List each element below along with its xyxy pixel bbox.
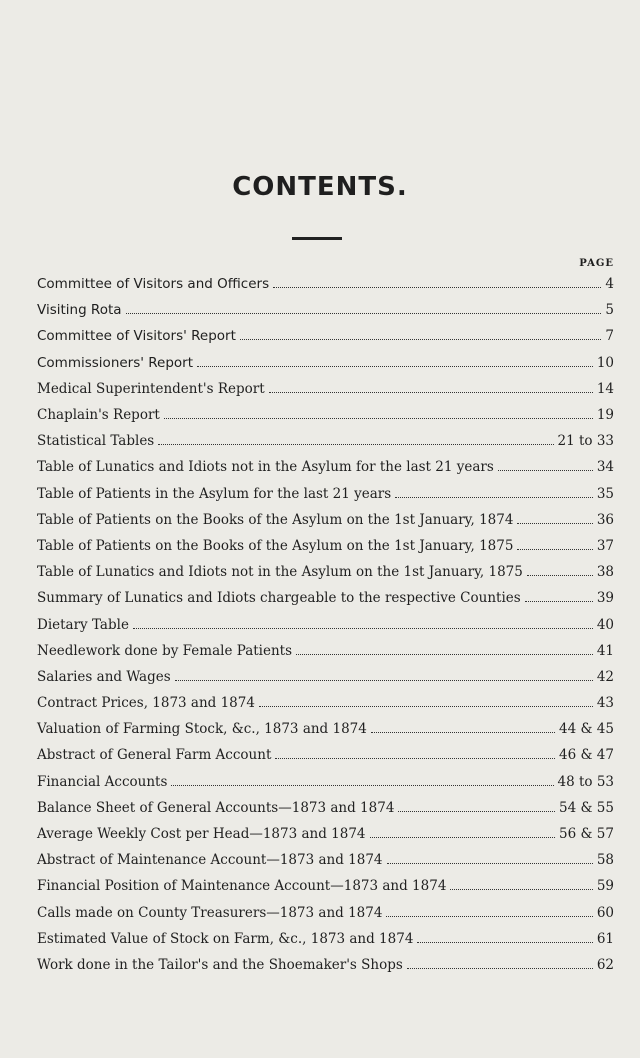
dot-leader <box>171 785 553 786</box>
entry-page-number: 58 <box>596 852 614 869</box>
entry-title: Summary of Lunatics and Idiots chargeable to the respective Counties <box>37 590 521 607</box>
dot-leader <box>498 470 593 471</box>
contents-entry <box>37 350 614 376</box>
entry-title: Chaplain's Report <box>37 407 160 424</box>
entry-title: Table of Patients on the Books of the Asylum on the 1st January, 1875 <box>37 537 514 554</box>
entry-title: Work done in the Tailor's and the Shoemaker's Shops <box>37 956 403 973</box>
contents-entry <box>37 507 614 533</box>
dot-leader <box>133 628 593 629</box>
dot-leader <box>387 863 593 864</box>
dot-leader <box>527 575 593 576</box>
entry-page-number: 7 <box>605 328 614 345</box>
entry-page-number: 35 <box>596 485 614 502</box>
entry-page-number: 34 <box>596 459 614 476</box>
contents-entry <box>37 847 614 873</box>
dot-leader <box>273 287 601 288</box>
dot-leader <box>407 968 593 969</box>
entry-title: Balance Sheet of General Accounts—1873 and 1874 <box>37 799 395 816</box>
dot-leader <box>175 680 593 681</box>
entry-title: Financial Position of Maintenance Account—1873 and 1874 <box>37 878 447 895</box>
contents-entry <box>37 821 614 847</box>
contents-entry <box>37 926 614 952</box>
contents-entry <box>37 533 614 559</box>
dot-leader <box>417 942 592 943</box>
entry-title: Medical Superintendent's Report <box>37 380 265 397</box>
entry-page-number: 41 <box>596 642 614 659</box>
dot-leader <box>398 811 555 812</box>
dot-leader <box>275 758 555 759</box>
dot-leader <box>370 837 556 838</box>
contents-entry <box>37 742 614 768</box>
entry-page-number: 60 <box>596 904 614 921</box>
entry-title: Committee of Visitors' Report <box>37 328 236 345</box>
entry-page-number: 44 & 45 <box>559 721 614 738</box>
dot-leader <box>240 339 602 340</box>
contents-entry <box>37 271 614 297</box>
entry-page-number: 5 <box>605 302 614 319</box>
dot-leader <box>126 313 602 314</box>
page-column-label: PAGE <box>579 258 614 269</box>
contents-entry <box>37 454 614 480</box>
entry-page-number: 38 <box>596 564 614 581</box>
contents-entry <box>37 376 614 402</box>
entry-page-number: 42 <box>596 668 614 685</box>
entry-page-number: 21 to 33 <box>557 433 614 450</box>
entry-title: Table of Patients in the Asylum for the last 21 years <box>37 485 392 502</box>
entry-title: Abstract of General Farm Account <box>37 747 272 764</box>
entry-title: Abstract of Maintenance Account—1873 and 1874 <box>37 852 383 869</box>
dot-leader <box>269 392 593 393</box>
entry-page-number: 59 <box>596 878 614 895</box>
contents-entry <box>37 297 614 323</box>
entry-title: Average Weekly Cost per Head—1873 and 1874 <box>37 826 366 843</box>
entry-page-number: 10 <box>596 354 614 371</box>
entry-title: Table of Lunatics and Idiots not in the Asylum for the last 21 years <box>37 459 494 476</box>
entry-page-number: 14 <box>596 380 614 397</box>
entry-title: Table of Patients on the Books of the Asylum on the 1st January, 1874 <box>37 511 514 528</box>
entry-page-number: 39 <box>596 590 614 607</box>
entry-page-number: 56 & 57 <box>559 826 614 843</box>
dot-leader <box>164 418 593 419</box>
contents-entry <box>37 611 614 637</box>
entry-page-number: 19 <box>596 407 614 424</box>
dot-leader <box>197 366 593 367</box>
contents-entry <box>37 900 614 926</box>
entry-title: Statistical Tables <box>37 433 155 450</box>
contents-entry <box>37 428 614 454</box>
entry-page-number: 36 <box>596 511 614 528</box>
entry-title: Contract Prices, 1873 and 1874 <box>37 695 255 712</box>
entry-title: Estimated Value of Stock on Farm, &c., 1873 and 1874 <box>37 930 414 947</box>
contents-entry <box>37 716 614 742</box>
entry-title: Table of Lunatics and Idiots not in the Asylum on the 1st January, 1875 <box>37 564 523 581</box>
entry-title: Valuation of Farming Stock, &c., 1873 and 1874 <box>37 721 367 738</box>
entry-page-number: 61 <box>596 930 614 947</box>
dot-leader <box>450 889 592 890</box>
entry-title: Financial Accounts <box>37 773 168 790</box>
dot-leader <box>395 497 593 498</box>
contents-entry <box>37 481 614 507</box>
page-title: CONTENTS. <box>232 172 408 202</box>
contents-entry <box>37 664 614 690</box>
entry-page-number: 40 <box>596 616 614 633</box>
dot-leader <box>386 916 592 917</box>
contents-entry <box>37 559 614 585</box>
dot-leader <box>517 549 592 550</box>
entry-title: Commissioners' Report <box>37 354 194 371</box>
dot-leader <box>158 444 553 445</box>
dot-leader <box>371 732 555 733</box>
entry-page-number: 46 & 47 <box>559 747 614 764</box>
dot-leader <box>525 601 593 602</box>
contents-entry <box>37 795 614 821</box>
contents-entry <box>37 873 614 899</box>
contents-entry <box>37 952 614 978</box>
contents-entry <box>37 402 614 428</box>
entry-title: Committee of Visitors and Officers <box>37 276 270 293</box>
contents-entry <box>37 638 614 664</box>
entry-title: Needlework done by Female Patients <box>37 642 293 659</box>
entry-page-number: 37 <box>596 537 614 554</box>
contents-entry <box>37 769 614 795</box>
contents-entry <box>37 323 614 349</box>
entry-page-number: 54 & 55 <box>559 799 614 816</box>
entry-page-number: 62 <box>596 956 614 973</box>
entry-page-number: 43 <box>596 695 614 712</box>
entry-title: Calls made on County Treasurers—1873 and 1874 <box>37 904 383 921</box>
title-divider <box>292 237 342 240</box>
dot-leader <box>259 706 593 707</box>
entry-title: Salaries and Wages <box>37 668 171 685</box>
entry-page-number: 4 <box>605 276 614 293</box>
entry-title: Visiting Rota <box>37 302 122 319</box>
entry-page-number: 48 to 53 <box>557 773 614 790</box>
contents-entry <box>37 690 614 716</box>
dot-leader <box>296 654 593 655</box>
dot-leader <box>517 523 592 524</box>
entry-title: Dietary Table <box>37 616 129 633</box>
contents-entry <box>37 585 614 611</box>
contents-list <box>37 271 614 978</box>
